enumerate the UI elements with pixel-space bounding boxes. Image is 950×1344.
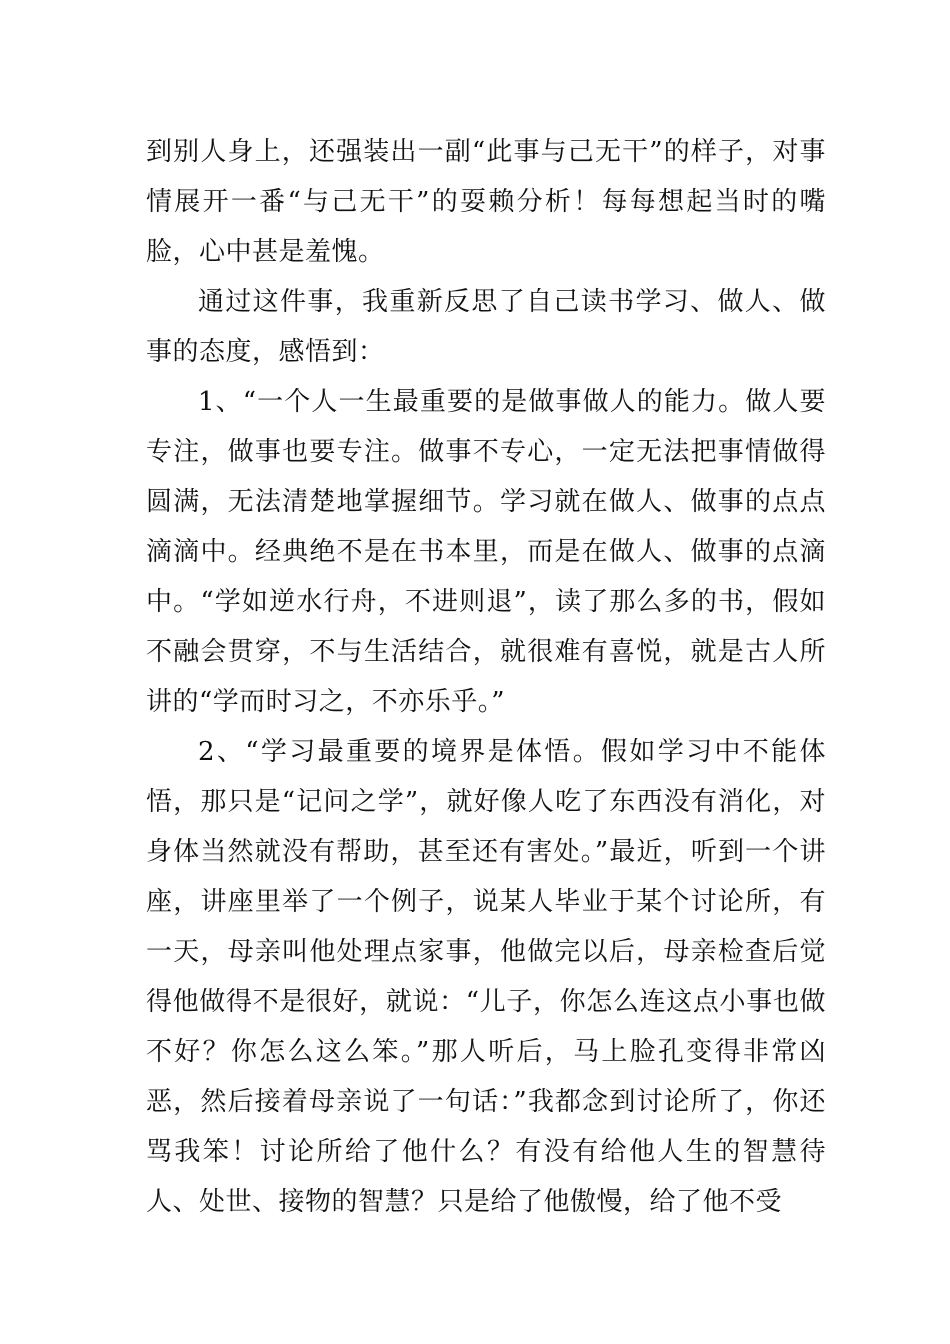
- document-body: [146, 127, 826, 1227]
- paragraph-3: 1、“一个人一生最重要的是做事做人的能力。做人要专注，做事也要专注。做事不专心，一定无法把事情做得圆满，无法清楚地掌握细节。学习就在做人、做事的点点滴滴中。经典绝不是在书本里，而是在做人、做事的点滴中。“学如逆水行舟，不进则退”，读了那么多的书，假如不融会贯穿，不与生活结合，就很难有喜悦，就是古人所讲的“学而时习之，不亦乐乎。”: [146, 387, 826, 717]
- paragraph-1: 到别人身上，还强装出一副“此事与己无干”的样子，对事情展开一番“与己无干”的耍赖分析！每每想起当时的嘴脸，心中甚是羞愧。: [146, 137, 826, 267]
- paragraph-4: 2、“学习最重要的境界是体悟。假如学习中不能体悟，那只是“记问之学”，就好像人吃了东西没有消化，对身体当然就没有帮助，甚至还有害处。”最近，听到一个讲座，讲座里举了一个例子，说某人毕业于某个讨论所，有一天，母亲叫他处理点家事，他做完以后，母亲检查后觉得他做得不是很好，就说：“儿子，你怎么连这点小事也做不好？你怎么这么笨。”那人听后，马上脸孔变得非常凶恶，然后接着母亲说了一句话：”我都念到讨论所了，你还骂我笨！讨论所给了他什么？有没有给他人生的智慧待人、处世、接物的智慧？只是给了他傲慢，给了他不受: [146, 737, 826, 1217]
- paragraph-2: 通过这件事，我重新反思了自己读书学习、做人、做事的态度，感悟到：: [146, 287, 826, 367]
